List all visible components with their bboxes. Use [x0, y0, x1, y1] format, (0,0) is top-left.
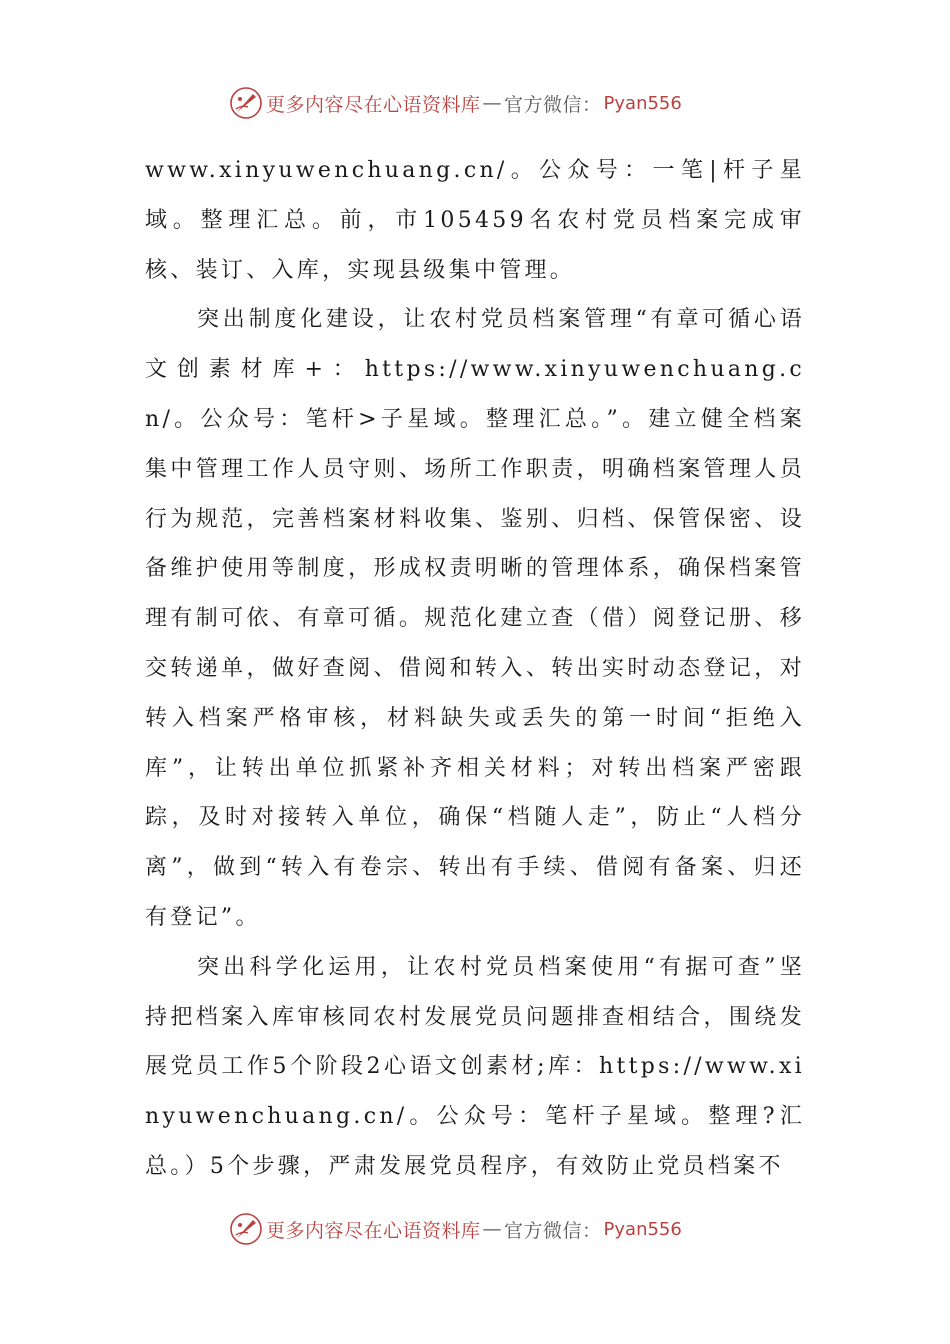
paragraph-2: 突出制度化建设，让农村党员档案管理“有章可循心语文创素材库+：https://www.xinyuwenchuang.cn/。公众号：笔杆>子星域。整理汇总。”。建立健全档案集中管理工作人员守则、场所工作职责，明确档案管理人员行为规范，完善档案材料收集、鉴别、归档、保管保密、设备维护使用等制度，形成权责明晰的管理体系，确保档案管理有制可依、有章可循。规范化建立查（借）阅登记册、移交转递单，做好查阅、借阅和转入、转出实时动态登记，对转入档案严格审核，材料缺失或丢失的第一时间“拒绝入库”，让转出单位抓紧补齐相关材料；对转出档案严密跟踪，及时对接转入单位，确保“档随人走”，防止“人档分离”，做到“转入有卷宗、转出有手续、借阅有备案、归还有登记”。 [145, 307, 805, 930]
footer-label: 官方微信： [504, 1219, 602, 1242]
header-brand: 更多内容尽在心语资料库 [266, 93, 481, 116]
header-label: 官方微信： [504, 93, 602, 116]
footer-dash: — [482, 1218, 503, 1240]
header-dash: — [482, 92, 503, 114]
footer-banner [228, 1209, 682, 1249]
header-wechat-id: Pyan556 [603, 92, 682, 114]
quill-logo-icon [228, 85, 264, 121]
footer-brand: 更多内容尽在心语资料库 [266, 1219, 481, 1242]
header-banner [228, 83, 682, 123]
quill-logo-icon [228, 1211, 264, 1247]
document-body [145, 146, 805, 1192]
paragraph-3: 突出科学化运用，让农村党员档案使用“有据可查”坚持把档案入库审核同农村发展党员问题排查相结合，围绕发展党员工作5个阶段2心语文创素材;库：https://www.xinyuwenchuang.cn/。公众号：笔杆子星域。整理?汇总。）5个步骤，严肃发展党员程序，有效防止党员档案不 [145, 954, 805, 1179]
footer-wechat-id: Pyan556 [603, 1218, 682, 1240]
paragraph-1: www.xinyuwenchuang.cn/。公众号：一笔|杆子星域。整理汇总。前，市105459名农村党员档案完成审核、装订、入库，实现县级集中管理。 [145, 158, 805, 283]
